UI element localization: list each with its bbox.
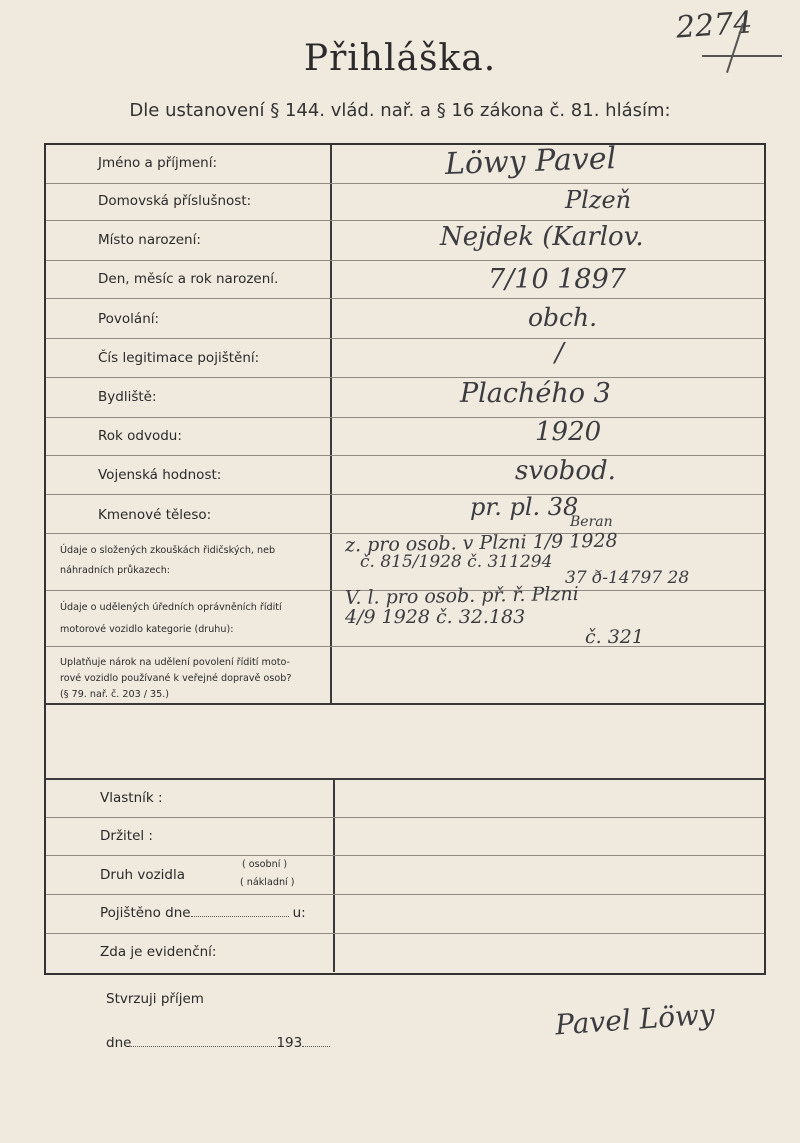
- label-insured: [100, 905, 306, 921]
- receipt-confirmation: Stvrzuji příjem: [106, 991, 204, 1007]
- column-divider-bottom: [333, 780, 335, 972]
- form-subtitle: Dle ustanovení § 144. vlád. nař. a § 16 zákona č. 81. hlásím:: [129, 100, 671, 121]
- receipt-date-line: [106, 1035, 330, 1051]
- label-holder: Držitel :: [100, 828, 153, 844]
- value-residence: Plachého 3: [460, 378, 611, 409]
- row-rule: [46, 646, 764, 647]
- row-rule: [46, 183, 764, 184]
- value-draft-year: 1920: [535, 417, 602, 447]
- section-rule: [46, 778, 764, 780]
- option-freight: ( nákladní ): [240, 877, 295, 888]
- label-insured-text: Pojištěno dne: [100, 905, 191, 921]
- row-rule: [46, 933, 764, 934]
- form-title: Přihláška.: [303, 38, 497, 79]
- receipt-day-blank: [131, 1046, 276, 1047]
- column-divider-top: [330, 145, 332, 703]
- label-unit: Kmenové těleso:: [98, 507, 212, 523]
- label-birthplace: Místo narození:: [98, 232, 201, 248]
- value-name: Löwy Pavel: [444, 141, 617, 182]
- value-occupation: obch.: [528, 303, 598, 332]
- value-birthdate: 7/10 1897: [488, 264, 626, 295]
- insured-date-blank: [191, 916, 289, 917]
- label-occupation: Povolání:: [98, 311, 160, 327]
- label-owner: Vlastník :: [100, 790, 163, 806]
- value-licenses-line1: V. l. pro osob. př. ř. Plzni: [344, 582, 579, 610]
- option-passenger: ( osobní ): [242, 859, 288, 870]
- row-rule: [46, 817, 764, 818]
- label-military-rank: Vojenská hodnost:: [98, 467, 222, 483]
- row-rule: [46, 455, 764, 456]
- value-exams-line1: z. pro osob. v Plzni 1/9 1928: [344, 529, 618, 557]
- label-residence: Bydliště:: [98, 389, 157, 405]
- label-licenses-line2: motorové vozidlo kategorie (druhu):: [60, 624, 234, 635]
- registration-number: 2274: [674, 5, 754, 46]
- label-claim-line3: (§ 79. nař. č. 203 / 35.): [60, 689, 170, 700]
- value-birthplace: Nejdek (Karlov.: [440, 222, 644, 252]
- label-birthdate: Den, měsíc a rok narození.: [98, 271, 279, 287]
- value-exams-line2: č. 815/1928 č. 311294: [360, 552, 553, 572]
- label-draft-year: Rok odvodu:: [98, 428, 182, 444]
- label-claim-line1: Uplatňuje nárok na udělení povolení řídití moto-: [60, 657, 291, 668]
- row-rule: [46, 417, 764, 418]
- value-exams-note1: Beran: [570, 514, 613, 530]
- row-rule: [46, 494, 764, 495]
- receipt-day-label: dne: [106, 1035, 132, 1051]
- row-rule: [46, 855, 764, 856]
- label-exams-line1: Údaje o složených zkouškách řidičských, neb: [60, 545, 276, 556]
- section-rule: [46, 703, 764, 705]
- value-military-rank: svobod.: [515, 456, 616, 486]
- value-unit: pr. pl. 38: [470, 493, 579, 521]
- label-vehicle-type: Druh vozidla: [100, 867, 186, 883]
- value-licenses-line2: 4/9 1928 č. 32.183: [345, 606, 526, 628]
- label-exams-line2: náhradních průkazech:: [60, 565, 171, 576]
- label-insurance-id: Čís legitimace pojištění:: [98, 350, 260, 366]
- label-name: Jméno a příjmení:: [98, 155, 218, 171]
- label-insured-at: u:: [292, 905, 306, 921]
- value-licenses-line3: č. 321: [585, 626, 644, 648]
- row-rule: [46, 338, 764, 339]
- label-licenses-line1: Údaje o udělených úředních oprávněních řídití: [60, 602, 282, 613]
- row-rule: [46, 260, 764, 261]
- label-claim-line2: rové vozidlo používané k veřejné dopravě osob?: [60, 673, 292, 684]
- value-exams-note2: 37 ð-14797 28: [565, 568, 690, 588]
- row-rule: [46, 377, 764, 378]
- row-rule: [46, 298, 764, 299]
- value-insurance-id: /: [555, 338, 564, 368]
- row-rule: [46, 220, 764, 221]
- label-domicile: Domovská příslušnost:: [98, 193, 252, 209]
- receipt-year-prefix: 193: [276, 1035, 303, 1051]
- label-registered: Zda je evidenční:: [100, 944, 217, 960]
- receipt-year-blank: [302, 1046, 330, 1047]
- applicant-signature: Pavel Löwy: [554, 997, 716, 1042]
- value-domicile: Plzeň: [565, 186, 632, 214]
- row-rule: [46, 894, 764, 895]
